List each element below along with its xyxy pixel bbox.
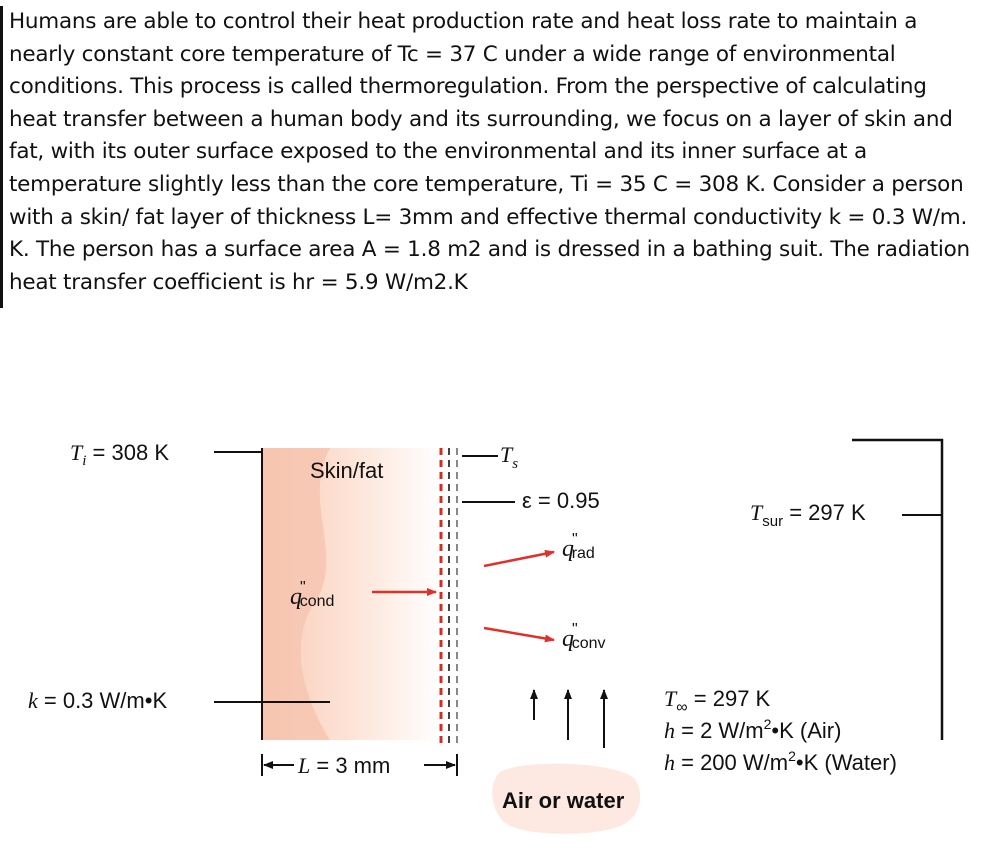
h-water-label: h = 200 $W/m^2•K$ (Water) [664, 748, 897, 775]
paragraph-line: Humans are able to control their heat production rate and heat loss rate to maintain a [9, 9, 918, 34]
h-air-label: h = 2 $W/m^2•K$ (Air) [664, 716, 842, 743]
k-label: k = 0.3 W/m•K [28, 688, 168, 713]
layer-label: Skin/fat [310, 458, 384, 483]
q-conv-arrow [484, 628, 554, 640]
paragraph-line: heat transfer between a human body and its surrounding, we focus on a layer of skin and [9, 106, 953, 132]
q-cond-label: q" cond [290, 579, 335, 610]
paragraph-line: with a skin/ fat layer of thickness L= 3mm and effective thermal conductivity k = 0.3 W/m. [9, 204, 968, 230]
paragraph-line: heat transfer coefficient is hr = 5.9 W/m2.K [9, 269, 468, 295]
tinf-label: $T_\infty = 297$ K [664, 686, 771, 716]
skin-fat-layer [262, 448, 440, 740]
q-conv-label: q" conv [562, 621, 606, 652]
tsur-label: $T_{sur} = 297$ K [750, 500, 866, 530]
l-label: L = 3 mm [298, 753, 391, 778]
paragraph-line: conditions. This process is called thermoregulation. From the perspective of calculating [9, 74, 927, 100]
ti-label: $T_i = 308$ K [70, 440, 169, 469]
ts-label: $T_s$ [500, 442, 519, 472]
q-rad-arrow [484, 552, 554, 566]
q-rad-label: q" rad [562, 531, 595, 562]
fluid-label: Air or water [502, 788, 625, 813]
paragraph-line: fat, with its outer surface exposed to the environmental and its inner surface at a [9, 139, 867, 165]
paragraph-line: K. The person has a surface area A = 1.8 m2 and is dressed in a bathing suit. The radiation [9, 237, 970, 263]
epsilon-label: ε = 0.95 [522, 488, 600, 513]
paragraph-line: temperature slightly less than the core temperature, Ti = 35 C = 308 K. Consider a person [9, 171, 964, 197]
outer-surface-dashed [441, 448, 457, 748]
paragraph-line: nearly constant core temperature of Tc = 37 C under a wide range of environmental [9, 41, 896, 67]
surroundings-bracket [852, 440, 942, 740]
